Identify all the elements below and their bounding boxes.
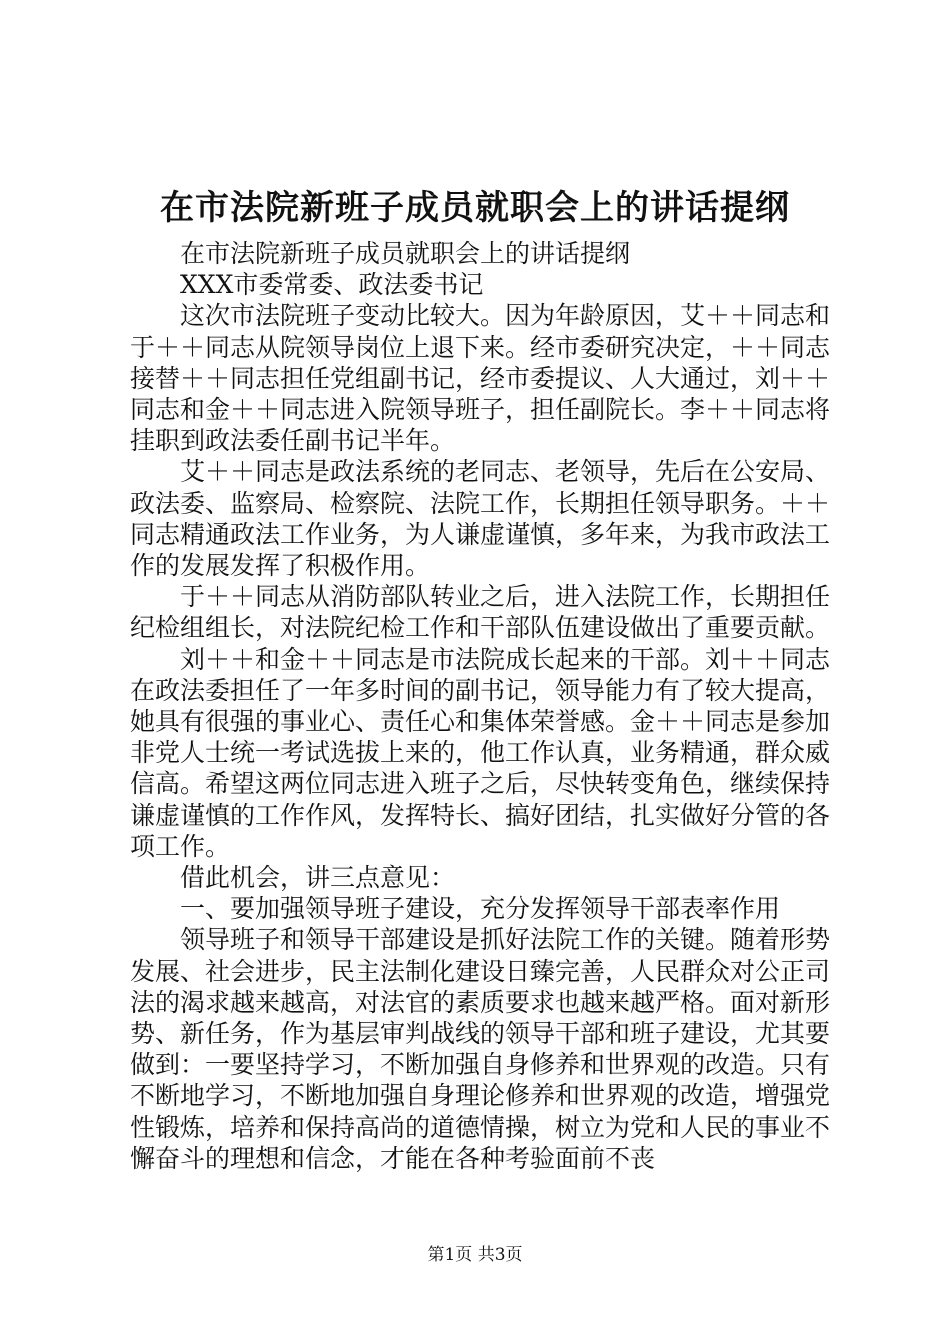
paragraph: 刘＋＋和金＋＋同志是市法院成长起来的干部。刘＋＋同志在政法委担任了一年多时间的副书记，领导能力有了较大提高，她具有很强的事业心、责任心和集体荣誉感。金＋＋同志是参加非党人士统一考试选拔上来的，他工作认真，业务精通，群众威信高。希望这两位同志进入班子之后，尽快转变角色，继续保持谦虚谨慎的工作作风，发挥特长、搞好团结，扎实做好分管的各项工作。 <box>130 644 831 861</box>
author-line: XXX市委常委、政法委书记 <box>180 270 484 300</box>
paragraph: 这次市法院班子变动比较大。因为年龄原因，艾＋＋同志和于＋＋同志从院领导岗位上退下来。经市委研究决定，＋＋同志接替＋＋同志担任党组副书记，经市委提议、人大通过，刘＋＋同志和金＋＋同志进入院领导班子，担任副院长。李＋＋同志将挂职到政法委任副书记半年。 <box>130 301 831 456</box>
document-body <box>130 238 830 1174</box>
subtitle-line: 在市法院新班子成员就职会上的讲话提纲 <box>180 239 631 268</box>
paragraph: 领导班子和领导干部建设是抓好法院工作的关键。随着形势发展、社会进步，民主法制化建设日臻完善，人民群众对公正司法的渴求越来越高，对法官的素质要求也越来越严格。面对新形势、新任务，作为基层审判战线的领导干部和班子建设，尤其要做到：一要坚持学习，不断加强自身修养和世界观的改造。只有不断地学习，不断地加强自身理论修养和世界观的改造，增强党性锻炼，培养和保持高尚的道德情操，树立为党和人民的事业不懈奋斗的理想和信念，才能在各种考验面前不丧 <box>130 925 831 1173</box>
page-number: 第1页 共3页 <box>427 1245 523 1265</box>
paragraph: 于＋＋同志从消防部队转业之后，进入法院工作，长期担任纪检组组长，对法院纪检工作和干部队伍建设做出了重要贡献。 <box>130 582 831 643</box>
document-title: 在市法院新班子成员就职会上的讲话提纲 <box>160 188 790 228</box>
paragraph: 艾＋＋同志是政法系统的老同志、老领导，先后在公安局、政法委、监察局、检察院、法院工作，长期担任领导职务。＋＋同志精通政法工作业务，为人谦虚谨慎，多年来，为我市政法工作的发展发挥了积极作用。 <box>130 457 831 581</box>
paragraph: 借此机会，讲三点意见： <box>180 863 456 893</box>
section-heading: 一、要加强领导班子建设，充分发挥领导干部表率作用 <box>180 894 781 924</box>
